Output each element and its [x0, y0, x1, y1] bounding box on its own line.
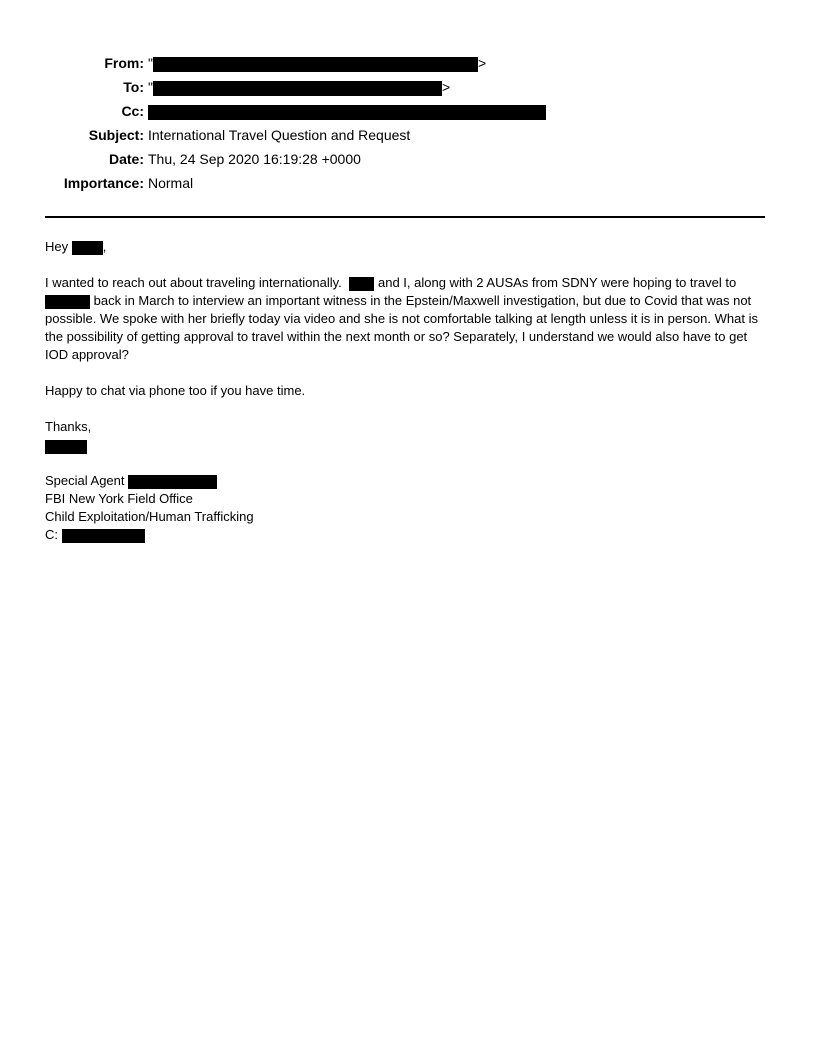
signature-unit: Child Exploitation/Human Trafficking [45, 509, 254, 524]
signature-office: FBI New York Field Office [45, 491, 193, 506]
greeting: Hey , [45, 239, 107, 254]
redaction-box [128, 475, 217, 489]
date-value: Thu, 24 Sep 2020 16:19:28 +0000 [148, 151, 361, 167]
redaction-box [153, 81, 442, 96]
to-value: " > [148, 79, 451, 95]
cc-label: Cc: [121, 103, 144, 119]
subject-value: International Travel Question and Request [148, 127, 411, 143]
importance-label: Importance: [63, 175, 144, 191]
subject-label: Subject: [88, 127, 144, 143]
date-row [0, 147, 816, 171]
body-paragraph-2: Happy to chat via phone too if you have time. [45, 383, 306, 398]
importance-value: Normal [148, 175, 194, 191]
to-label: To: [123, 79, 144, 95]
from-label: From: [104, 55, 144, 71]
from-row [0, 51, 816, 75]
subject-row [0, 123, 816, 147]
redaction-box [45, 440, 87, 454]
to-row [0, 75, 816, 99]
redaction-box [349, 277, 374, 291]
importance-row [0, 171, 816, 195]
redaction-box [72, 241, 103, 255]
cc-row [0, 99, 816, 123]
signature-title: Special Agent [45, 472, 217, 490]
closing: Thanks, [45, 419, 92, 434]
date-label: Date: [108, 151, 144, 167]
sender-name-redacted [45, 437, 87, 455]
redaction-box [153, 57, 478, 72]
cc-value [148, 99, 546, 123]
redaction-box [45, 295, 90, 309]
from-value: " > [148, 55, 487, 71]
body-paragraph-1: I wanted to reach out about traveling internationally. and I, along with 2 AUSAs from SDNY were hoping to travel to back in March to interview an important witness in the Epstein/Maxwell investigation, but due to Covid that was not possible. We spoke with her briefly today via video and she is not comfortable talking at length unless it is in person. What is the possibility of getting approval to travel within the next month or so? Separately, I understand we would also have to get IOD approval? [45, 275, 758, 362]
header-divider [45, 216, 765, 218]
redaction-box [148, 105, 546, 120]
redaction-box [62, 529, 145, 543]
signature-cell: C: [45, 526, 145, 544]
